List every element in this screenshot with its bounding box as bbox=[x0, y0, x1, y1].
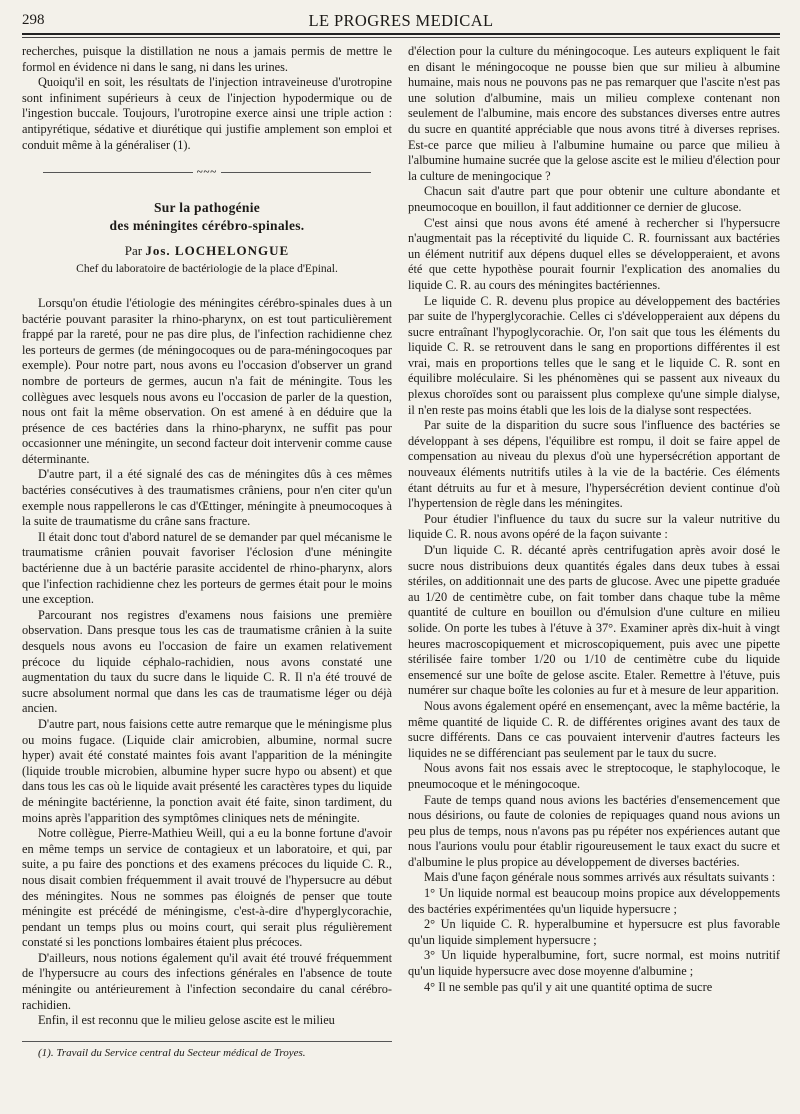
list-item: 4° Il ne semble pas qu'il y ait une quantité optima de sucre bbox=[424, 979, 713, 994]
paragraph: Faute de temps quand nous avions les bactéries d'ensemencement que nous désirions, ou faute de colonies de repiquages quand nous avions un peu plus de temps, nous n'avons pas pu répéter nos expériences autant que nous l'aurions voulu pour établir rigoureusement le taux exact du sucre et d'albumine le plus propice au développement de diverses bactéries. bbox=[408, 792, 780, 869]
paragraph: Le liquide C. R. devenu plus propice au développement des bactéries par suite de l'hyperglycorachie. Celles ci s'développeraient aux dépens du sucre entraînant l'hypoglycorachie. Or, l'on sait que tous les éléments du liquide C. R. se retrouvent dans le sang en proportions différentes il est vrai, mais en proportions telles que le sang et le liquide C. R. sont en équilibre moléculaire. Si les phénomènes qui se passent aux niveaux du plexus choroïdes sont ou paraissent plus complexe qu'une simple dialyse, il n'en reste pas moins établi que les lois de la dialyse sont respectées. bbox=[408, 293, 780, 417]
paragraph: Nous avons également opéré en ensemençant, avec la même bactérie, la même quantité de liquide C. R. de différentes origines avant des taux de sucre différents. Dans ce cas pouvaient intervenir d'autres facteurs les liquides ne se différenciant pas seulement par le taux du sucre. bbox=[408, 698, 780, 760]
footnote-rule bbox=[22, 1041, 392, 1042]
paragraph: Pour étudier l'influence du taux du sucre sur la valeur nutritive du liquide C. R. nous avons opéré de la façon suivante : bbox=[408, 511, 780, 542]
list-item: 2° Un liquide C. R. hyperalbumine et hypersucre est plus favorable qu'un liquide simplement hypersucre ; bbox=[408, 917, 780, 947]
section-divider bbox=[22, 165, 392, 181]
paragraph: Notre collègue, Pierre-Mathieu Weill, qui a eu la bonne fortune d'avoir en même temps un service de contagieux et un laboratoire, et qui, par suite, a pu faire des ponctions et des examens précoces du liquide C. R., nous disait combien fréquemment il avait trouvé de l'hypersucre au début des méningites. Nous ne sommes pas éloignés de penser que toute méningite est précédé de méningisme, c'est-à-dire d'hyperglycorachie, pendant un temps plus ou moins court, qui serait plus régulièrement constaté si les ponctions lombaires étaient plus précoces. bbox=[22, 826, 392, 950]
divider-ornament: ~~~ bbox=[196, 166, 218, 179]
paragraph: D'un liquide C. R. décanté après centrifugation après avoir dosé le sucre nous distribuions deux quantités égales dans deux tubes à essai stériles, on additionnait une des parts de glucose. Avec une pipette graduée au 1/20 de centimètre cube, on fait tomber dans chaque tube la même quantité de culture en bouillon ou d'émulsion d'une culture en milieu solide. On porte les tubes à l'étuve à 37°. Examiner après dix-huit à vingt heures macroscopiquement et microscopiquement, puis avec une pipette stérilisée faire tomber 1/20 ou 1/10 de centimètre cube du liquide ensemencé sur une boîte de gelose ascite. Etaler. Remettre à l'étuve, puis numérer sur chaque boîte les colonies au fur et à mesure de leur apparition. bbox=[408, 543, 780, 698]
paragraph: recherches, puisque la distillation ne nous a jamais permis de mettre le formol en évidence ni dans le sang, ni dans les urines. bbox=[22, 44, 392, 74]
paragraph: Il était donc tout d'abord naturel de se demander par quel mécanisme le traumatisme crânien pouvait favoriser l'éclosion d'une méningite bactérienne due à un bactérie parasite accidentel de rhino-pharynx, alors que l'infection rachidienne chez les porteurs de germes était pour le moins une exception. bbox=[22, 529, 392, 607]
byline bbox=[22, 243, 392, 259]
journal-title: LE PROGRES MEDICAL bbox=[308, 11, 494, 30]
paragraph: Mais d'une façon générale nous sommes arrivés aux résultats suivants : bbox=[424, 870, 776, 885]
paragraph: Enfin, il est reconnu que le milieu gelose ascite est le milieu bbox=[38, 1013, 335, 1028]
running-header bbox=[22, 8, 780, 32]
article-title bbox=[22, 199, 392, 235]
paragraph: Lorsqu'on étudie l'étiologie des méningites cérébro-spinales dues à un bactérie pouvant parasiter la rhino-pharynx, on est tout particulièrement frappé par la rareté, pour ne pas dire plus, de l'infection rachidienne chez les porteurs de germes (de méningocoques ou de para-méningocoques par exemple). Pour notre part, nous avons eu l'occasion d'observer un grand nombre de porteurs de germes, aucun n'a fait de méningite. Tous les collègues avec lesquels nous avons eu l'occasion de parler de la question, nous ont fait la même observation. On est amené à en déduire que la présence de ces bactéries dans la rhino-pharynx, ne suffit pas pour occasionner une méningite, un second facteur doit intervenir comme cause déterminante. bbox=[22, 295, 392, 466]
header-rule-thin bbox=[22, 37, 780, 38]
paragraph: D'autre part, il a été signalé des cas de méningites dûs à ces mêmes bactéries consécutives à des traumatismes crâniens, pour n'en citer qu'un exemple nous rappellerons le cas d'Œttinger, méningite à pneumocoques à la suite de traumatisme du crâne sans fracture. bbox=[22, 467, 392, 529]
byline-prefix: Par bbox=[124, 242, 143, 258]
paragraph: D'autre part, nous faisions cette autre remarque que le méningisme plus ou moins fugace. (Liquide clair amicrobien, albumine, normal sucre hyper) avait été constaté maintes fois avant l'apparition de la méningite (liquide trouble microbien, albumine hyper sucre hypo ou absent) et que dans tous les cas où le liquide avait présenté les caractères types du liquide de méningite bactérienne, la ponction avait été faite, sinon tardiment, du moins après l'apparition des symptômes cliniques nets de méningite. bbox=[22, 716, 392, 825]
author-affiliation: Chef du laboratoire de bactériologie de la place d'Epinal. bbox=[76, 263, 338, 276]
article-title-line: Sur la pathogénie bbox=[153, 199, 261, 215]
paragraph: d'élection pour la culture du méningocoque. Les auteurs expliquent le fait en disant le méningocoque ne pousse bien que sur milieu à albumine humaine, mais nous ne pouvons pas ne pas remarquer que l'ascite n'est pas une solution d'albumine, mais un milieu complexe contenant non seulement de l'albumine, mais encore des substances diverses entre autres du sucre en quantité appréciable que nous avons titré à diverses reprises. Est-ce parce que milieu à l'albumine humaine ou parce que milieu à l'albumine humaine sucrée que la gelose ascite est le milieu d'élection pour la culture de meningocique ? bbox=[408, 44, 780, 183]
paragraph: Chacun sait d'autre part que pour obtenir une culture abondante et pneumocoque en bouillon, il faut additionner ce dernier de glucose. bbox=[408, 184, 780, 214]
left-column bbox=[22, 44, 392, 1061]
footnote: (1). Travail du Service central du Secteur médical de Troyes. bbox=[38, 1046, 306, 1059]
divider-line bbox=[221, 172, 371, 173]
article-title-line: des méningites cérébro-spinales. bbox=[109, 217, 305, 233]
page-number: 298 bbox=[22, 12, 45, 28]
divider-line bbox=[43, 172, 193, 173]
author-name: Jos. LOCHELONGUE bbox=[145, 242, 290, 258]
list-item: 1° Un liquide normal est beaucoup moins propice aux développements des bactéries expérimentées qu'un liquide hypersucre ; bbox=[408, 886, 780, 916]
paragraph: Quoiqu'il en soit, les résultats de l'injection intraveineuse d'urotropine sont infiniment supérieurs à ceux de l'injection hypodermique ou de l'ingestion buccale. Toujours, l'urotropine exerce ainsi une triple action : antipyrétique, sédative et diurétique qui justifie amplement son emploi et conduit même à la généraliser (1). bbox=[22, 75, 392, 152]
paragraph: D'ailleurs, nous notions également qu'il avait été trouvé fréquemment de l'hypersucre au cours des infections générales en l'absence de toute méningite ou antérieurement à l'infection secondaire du canal cérébro-rachidien. bbox=[22, 950, 392, 1012]
paragraph: Parcourant nos registres d'examens nous faisions une première observation. Dans presque tous les cas de traumatisme crânien à la suite desquels nous avons eu l'occasion de faire un examen relativement précoce du liquide céphalo-rachidien, nous avons constaté une augmentation du taux du sucre dans le liquide C. R. Il n'a été trouvé de sucre absolument normal que dans les cas de traumatisme léger ou déjà ancien. bbox=[22, 607, 392, 716]
paragraph: Nous avons fait nos essais avec le streptocoque, le staphylocoque, le pneumocoque et le méningocoque. bbox=[408, 761, 780, 791]
paragraph: Par suite de la disparition du sucre sous l'influence des bactéries se développant à ses dépens, l'équilibre est rompu, il doit se faire appel de compensation au niveau du plexus d'où une hypersécrétion apportant de nouveaux éléments nutritifs utiles à la vie de la bactérie. Ces éléments étant détruits au fur et à mesure, l'hypersécrétion devient continue d'où l'hypertension de règle dans les méningites. bbox=[408, 418, 780, 511]
header-rule bbox=[22, 33, 780, 35]
list-item: 3° Un liquide hyperalbumine, fort, sucre normal, est moins nutritif qu'un liquide hypersucre avec dose moyenne d'albumine ; bbox=[408, 948, 780, 979]
right-column bbox=[408, 44, 780, 995]
paragraph: C'est ainsi que nous avons été amené à rechercher si l'hypersucre n'augmentait pas la réceptivité du liquide C. R. fournissant aux bactéries un élément nutritif aux dépens duquel elles se développeraient, et avons été que cette hypothèse pourait fournir l'explication des anomalies du liquide C. R. au cours des méningites bactériennes. bbox=[408, 215, 780, 292]
